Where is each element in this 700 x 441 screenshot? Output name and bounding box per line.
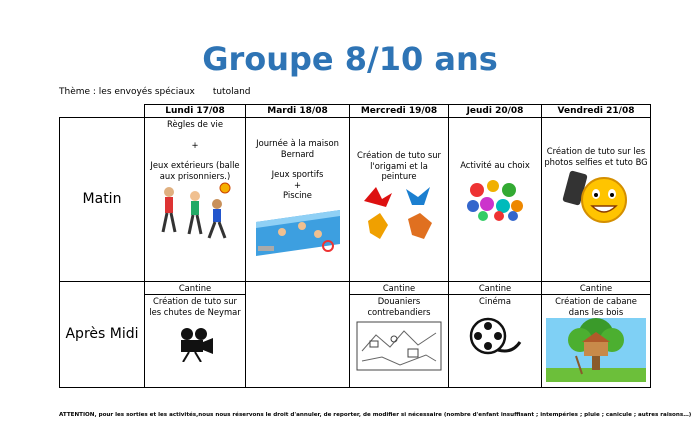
cantine-vendredi: Cantine: [542, 282, 651, 295]
movie-camera-icon: [175, 326, 215, 362]
swimming-pool-illustration: [252, 202, 344, 260]
apres-lundi: [145, 295, 246, 388]
cantine-jeudi: Cantine: [449, 282, 542, 295]
origami-animals-illustration: [362, 183, 436, 243]
matin-mardi-line2: Jeux sportifs: [271, 169, 324, 179]
row-label-matin: Matin: [60, 118, 145, 282]
apres-mercredi: [350, 295, 449, 388]
theme-line: [59, 87, 251, 97]
matin-mercredi: [350, 118, 449, 282]
schedule-table: [59, 104, 651, 388]
map-sketch-illustration: [356, 321, 442, 371]
cantine-lundi: Cantine: [145, 282, 246, 295]
matin-vendredi: [542, 118, 651, 282]
apres-lundi-text: Création de tuto sur les chutes de Neymar: [149, 296, 241, 317]
matin-lundi-line1: Règles de vie: [167, 119, 223, 129]
theme-extra: tutoland: [212, 87, 251, 97]
matin-mardi-line1: Journée à la maison Bernard: [256, 138, 339, 159]
row-label-apres-midi: Après Midi: [60, 282, 145, 388]
apres-mardi: [246, 282, 350, 388]
page-title: Groupe 8/10 ans: [202, 40, 498, 78]
matin-vendredi-text: Création de tuto sur les photos selfies et tuto BG: [544, 146, 648, 167]
treehouse-illustration: [546, 318, 646, 382]
matin-mardi-line4: Piscine: [283, 190, 312, 200]
day-header-mercredi: Mercredi 19/08: [350, 105, 449, 118]
matin-lundi-line2: +: [191, 139, 199, 150]
dodgeball-kids-illustration: [155, 182, 235, 244]
day-header-jeudi: Jeudi 20/08: [449, 105, 542, 118]
question-marks-icon: [465, 178, 525, 222]
apres-mercredi-text: Douaniers contrebandiers: [367, 296, 431, 317]
matin-mardi: [246, 118, 350, 282]
selfie-emoji-illustration: [556, 168, 636, 226]
footer-warning: ATTENTION, pour les sorties et les activités,nous nous réservons le droit d'annuler, de reporter, de modifier si nécessaire (nombre d'enfant insuffisant ; intempéries ; pluie ; canicule ; autres raisons…): [59, 412, 692, 418]
apres-vendredi: [542, 295, 651, 388]
cantine-mercredi: Cantine: [350, 282, 449, 295]
matin-jeudi-text: Activité au choix: [460, 160, 530, 170]
matin-jeudi: [449, 118, 542, 282]
day-header-mardi: Mardi 18/08: [246, 105, 350, 118]
matin-lundi: [145, 118, 246, 282]
day-header-lundi: Lundi 17/08: [145, 105, 246, 118]
apres-jeudi-text: Cinéma: [479, 296, 511, 306]
day-header-vendredi: Vendredi 21/08: [542, 105, 651, 118]
apres-jeudi: [449, 295, 542, 388]
corner-cell: [60, 105, 145, 118]
theme-label: Thème : les envoyés spéciaux: [59, 87, 195, 97]
apres-vendredi-text: Création de cabane dans les bois: [555, 296, 637, 317]
film-reel-icon: [468, 316, 522, 356]
matin-mercredi-text: Création de tuto sur l'origami et la peinture: [356, 150, 441, 181]
matin-lundi-line3: Jeux extérieurs (balle aux prisonniers.): [150, 160, 240, 181]
matin-mardi-line3: +: [293, 179, 302, 190]
